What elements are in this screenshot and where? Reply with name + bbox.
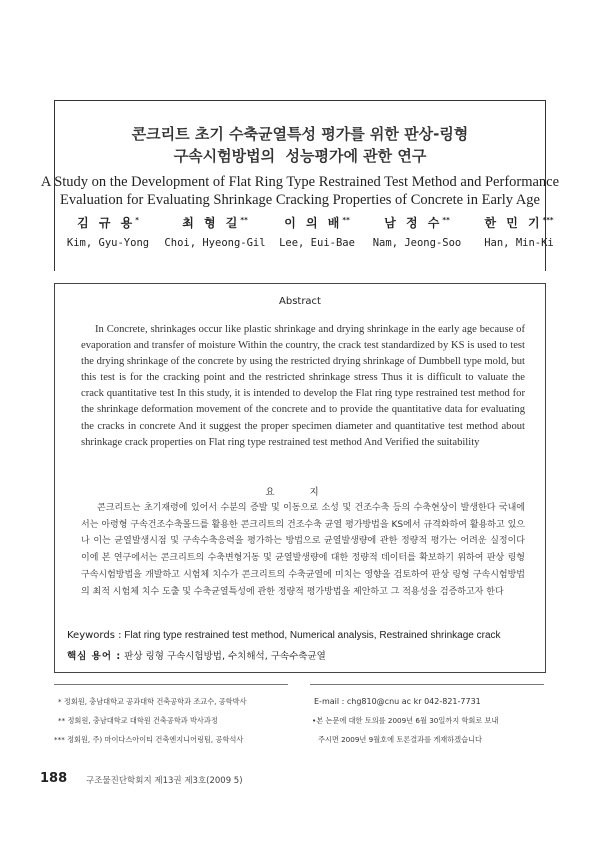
korean-title-line-1: 콘크리트 초기 수축균열특성 평가를 위한 판상-링형 [131, 125, 469, 143]
journal-citation: 구조물진단학회지 제13권 제3호(2009 5) [86, 776, 243, 786]
english-title-line-1: A Study on the Development of Flat Ring Type Restrained Test Method and Performance [40, 174, 560, 190]
author-name-ko: 최 형 길 [182, 216, 241, 230]
author-mark: ** [342, 216, 350, 224]
author-1 [62, 214, 154, 249]
footnote-rule-left [54, 684, 288, 685]
author-name-ko: 한 민 기 [484, 216, 543, 230]
keywords-english [67, 630, 537, 641]
keywords-korean-label: 핵심 용어 : [67, 651, 122, 662]
author-name-ko: 김 규 용 [77, 216, 136, 230]
author-name-en: Lee, Eui-Bae [279, 237, 355, 249]
keywords-korean-value: 판상 링형 구속시험방법, 수치해석, 구속수축균열 [124, 651, 326, 662]
footnote-discussion-2: 주시면 2009년 9월호에 토론결과를 게재하겠습니다 [318, 735, 482, 744]
keywords-korean [67, 648, 537, 662]
author-name-en: Han, Min-Ki [484, 237, 554, 249]
abstract-box [54, 283, 546, 673]
author-mark: * [135, 216, 139, 224]
korean-summary-text: 콘크리트는 초기재령에 있어서 수분의 증발 및 이동으로 소성 및 건조수축 등의 수축현상이 발생한다 국내에서는 아령형 구속건조수축몰드를 활용한 콘크리트의 건조수축 균열 평가방법을 KS에서 규격화하여 활용하고 있으나 이는 균열발생시점 및 구속수축응력을 평가하는 방법으로 균열발생량에 관한 정량적 평가는 어려운 실정이다 이에 본 연구에서는 콘크리트의 수축변형거동 및 균열발생량에 대한 정량적 데이터를 확보하기 위하여 판상 링형 구속시험방법을 개발하고 시험체 치수가 콘크리트의 수축균열에 미치는 영향을 검토하여 판상 링형 구속시험방법의 최적 시험체 치수 도출 및 수축균열특성에 관한 정량적 평가방법을 제안하고 그 적용성을 검증하고자 한다 [81, 503, 525, 597]
english-title-line-2: Evaluation for Evaluating Shrinkage Cracking Properties of Concrete in Early Age [60, 192, 540, 208]
page-number: 188 [40, 771, 68, 786]
author-2 [160, 214, 270, 249]
author-name-en: Nam, Jeong-Soo [372, 237, 462, 249]
footnote-affiliation-3: *** 정회원, 주) 마이다스아이티 건축엔지니어링팀, 공학석사 [54, 735, 244, 744]
author-mark: *** [542, 216, 554, 224]
abstract-heading: Abstract [279, 296, 321, 307]
footnote-affiliation-1: * 정회원, 충남대학교 공과대학 건축공학과 조교수, 공학박사 [58, 697, 247, 706]
korean-summary-heading: 요 지 [265, 487, 335, 498]
korean-title-line-2: 구속시험방법의 성능평가에 관한 연구 [173, 147, 427, 165]
author-4 [366, 214, 468, 249]
keywords-value: Flat ring type restrained test method, Numerical analysis, Restrained shrinkage crack [124, 630, 501, 641]
author-mark: ** [240, 216, 248, 224]
author-name-ko: 남 정 수 [384, 216, 443, 230]
footnote-affiliation-2: ** 정회원, 충남대학교 대학원 건축공학과 박사과정 [58, 716, 218, 725]
abstract-text: In Concrete, shrinkages occur like plastic shrinkage and drying shrinkage in the early age because of evaporation and transfer of moisture Within the country, the crack test standardized by KS is used to test the drying shrinkage of the concrete by using the restricted drying shrinkage of Dumbbell type mold, but this test is for the cracking point and the restricted shrinkage stress Thus it is difficult to valuate the crack quantitative test In this study, it is intended to develop the Flat ring type restrained test method for the shrinkage deformation movement of the concrete and to provide the quantitative data for evaluating the cracks in concrete And it suggest the proper specimen diameter and quantitative test method about shrinkage crack properties on Flat ring type restrained test method And Verified the suitability [81, 324, 525, 448]
author-5 [474, 214, 564, 249]
footnote-rule-right [310, 684, 544, 685]
author-mark: ** [442, 216, 450, 224]
footnote-discussion-1: •본 논문에 대한 토의를 2009년 6월 30일까지 학회로 보내 [312, 716, 499, 725]
author-name-en: Kim, Gyu-Yong [66, 237, 150, 249]
keywords-label: Keywords : [67, 630, 122, 641]
author-name-ko: 이 의 배 [284, 216, 343, 230]
author-name-en: Choi, Hyeong-Gil [164, 237, 266, 249]
author-3 [272, 214, 362, 249]
footnote-email: E-mail : chg810@cnu ac kr 042-821-7731 [314, 697, 481, 706]
